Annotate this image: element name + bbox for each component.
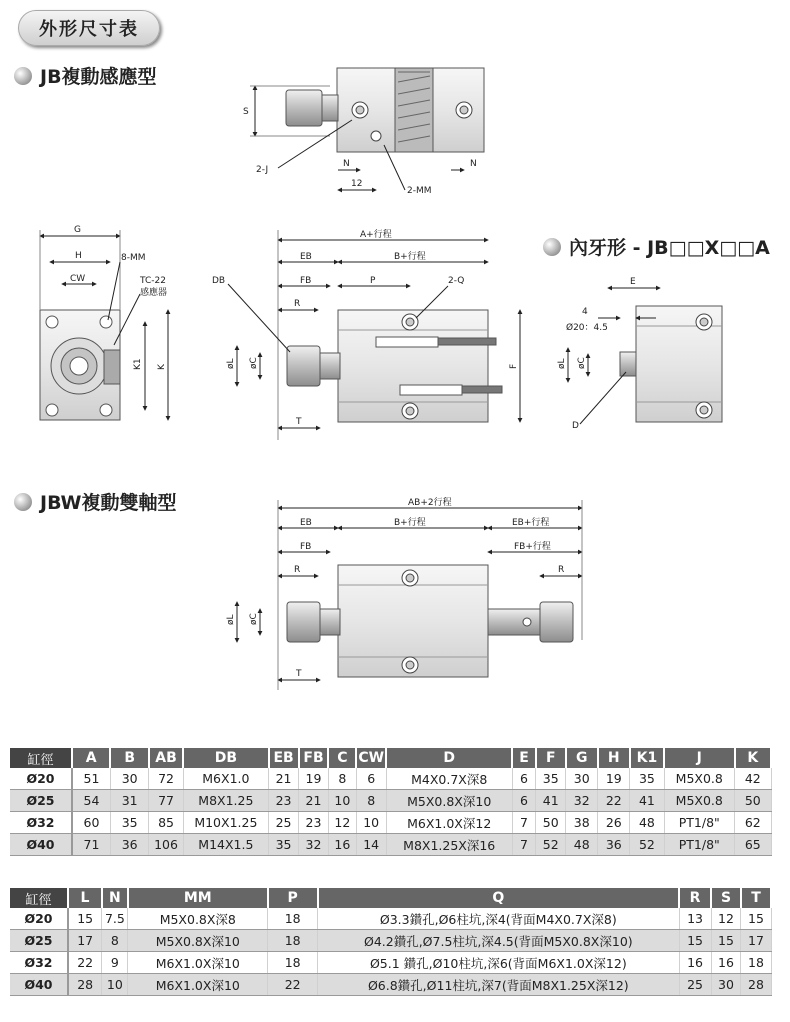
table-cell: 52 <box>630 834 664 856</box>
table-cell: Ø4.2鑽孔,Ø7.5柱坑,深4.5(背面M5X0.8X深10) <box>318 930 679 952</box>
table-cell: 12 <box>328 812 356 834</box>
table-cell: 19 <box>299 768 329 790</box>
table-cell: 21 <box>269 768 299 790</box>
table-cell: 41 <box>630 790 664 812</box>
table-cell: 18 <box>268 952 318 974</box>
table-cell: 21 <box>299 790 329 812</box>
label-8mm: 8-MM <box>121 253 146 263</box>
table-cell: 6 <box>356 768 386 790</box>
table-header: R <box>679 888 711 908</box>
table-cell: 50 <box>536 812 566 834</box>
table-cell: 41 <box>536 790 566 812</box>
table-cell: 65 <box>735 834 771 856</box>
table-cell: 30 <box>566 768 598 790</box>
label-eb: EB <box>300 252 312 262</box>
table-cell: 22 <box>68 952 102 974</box>
table-cell: Ø20 <box>10 768 72 790</box>
label-2q: 2-Q <box>448 276 465 286</box>
jbw-view-drawing <box>237 500 582 690</box>
table-cell: Ø40 <box>10 834 72 856</box>
table-cell: 31 <box>110 790 148 812</box>
table-header: EB <box>269 748 299 768</box>
table-cell: 19 <box>598 768 630 790</box>
table-cell: 15 <box>679 930 711 952</box>
label-fb: FB <box>300 276 312 286</box>
table-cell: 62 <box>735 812 771 834</box>
table-header: N <box>102 888 128 908</box>
label-sensor: 感應器 <box>140 288 168 298</box>
table-cell: 17 <box>741 930 771 952</box>
label-g: G <box>74 225 81 235</box>
table-cell: 72 <box>149 768 183 790</box>
table-cell: 52 <box>536 834 566 856</box>
label-jbw-b-stroke: B+行程 <box>394 518 426 528</box>
table-header: T <box>741 888 771 908</box>
table-header: K1 <box>630 748 664 768</box>
table-header: G <box>566 748 598 768</box>
top-view-drawing <box>250 68 484 190</box>
section-internal-label: 內牙形 - JB□□X□□A <box>569 237 770 259</box>
label-e: E <box>630 277 636 287</box>
table-header: D <box>386 748 512 768</box>
label-s: S <box>243 107 249 117</box>
label-n1: N <box>343 159 350 169</box>
table-header: FB <box>299 748 329 768</box>
table-cell: 10 <box>328 790 356 812</box>
label-a-stroke: A+行程 <box>360 230 392 240</box>
side-view-drawing <box>40 230 168 420</box>
table-row <box>10 834 771 856</box>
label-2j: 2-J <box>256 165 269 175</box>
label-jbw-r1: R <box>294 565 301 575</box>
table-cell: 77 <box>149 790 183 812</box>
table-cell: 35 <box>536 768 566 790</box>
table-cell: 36 <box>110 834 148 856</box>
table-cell: 8 <box>328 768 356 790</box>
label-jbw-eb-stroke: EB+行程 <box>512 518 550 528</box>
table-cell: PT1/8" <box>664 812 735 834</box>
section-jbw-label: JBW複動雙軸型 <box>40 492 177 514</box>
label-internal-phi-c: øC <box>577 357 587 369</box>
table-cell: 7 <box>512 812 536 834</box>
table-cell: M8X1.25X深16 <box>386 834 512 856</box>
section-jb-label: JB複動感應型 <box>40 66 157 88</box>
label-d: D <box>572 421 579 431</box>
table-cell: 18 <box>741 952 771 974</box>
table-cell: Ø5.1 鑽孔,Ø10柱坑,深6(背面M6X1.0X深12) <box>318 952 679 974</box>
table-cell: 13 <box>679 908 711 930</box>
table-cell: M5X0.8X深10 <box>128 930 268 952</box>
table-cell: Ø20 <box>10 908 68 930</box>
table-header: P <box>268 888 318 908</box>
table-cell: 30 <box>110 768 148 790</box>
label-jbw-phi-c: øC <box>249 613 259 625</box>
label-cw: CW <box>70 274 86 284</box>
table-cell: 26 <box>598 812 630 834</box>
label-internal-phi-l: øL <box>557 358 567 369</box>
table-cell: 9 <box>102 952 128 974</box>
table-cell: 54 <box>72 790 110 812</box>
table-header: J <box>664 748 735 768</box>
table-cell: 85 <box>149 812 183 834</box>
label-h: H <box>75 251 82 261</box>
table-cell: 38 <box>566 812 598 834</box>
table-cell: Ø3.3鑽孔,Ø6柱坑,深4(背面M4X0.7X深8) <box>318 908 679 930</box>
label-jbw-fb-stroke: FB+行程 <box>514 542 551 552</box>
table-header: H <box>598 748 630 768</box>
label-phi20: Ø20：4.5 <box>566 323 608 333</box>
table-row <box>10 812 771 834</box>
table-cell: 22 <box>268 974 318 996</box>
table-header: CW <box>356 748 386 768</box>
table-cell: 15 <box>741 908 771 930</box>
table-cell: 36 <box>598 834 630 856</box>
page-title: 外形尺寸表 <box>18 10 160 46</box>
table-row <box>10 790 771 812</box>
table-cell: 35 <box>110 812 148 834</box>
table-cell: 16 <box>711 952 741 974</box>
label-t: T <box>296 417 302 427</box>
table-cell: M4X0.7X深8 <box>386 768 512 790</box>
table-cell: M5X0.8X深10 <box>386 790 512 812</box>
label-k: K <box>157 364 167 370</box>
front-view-drawing <box>228 230 520 440</box>
table-header: F <box>536 748 566 768</box>
table-header-row <box>10 748 771 768</box>
label-p: P <box>370 276 376 286</box>
label-jbw-phi-l: øL <box>226 614 236 625</box>
label-jbw-fb: FB <box>300 542 312 552</box>
table-cell: 23 <box>299 812 329 834</box>
table-cell: M10X1.25 <box>183 812 269 834</box>
table-cell: 106 <box>149 834 183 856</box>
table-cell: M6X1.0X深10 <box>128 952 268 974</box>
table-cell: 15 <box>711 930 741 952</box>
table-cell: 10 <box>356 812 386 834</box>
table-cell: 50 <box>735 790 771 812</box>
internal-thread-drawing <box>568 288 722 424</box>
table-cell: 30 <box>711 974 741 996</box>
table-cell: 8 <box>102 930 128 952</box>
table-header: 缸徑 <box>10 748 72 768</box>
table-row <box>10 930 771 952</box>
label-12: 12 <box>351 179 363 189</box>
table-header: L <box>68 888 102 908</box>
label-jbw-eb: EB <box>300 518 312 528</box>
table-header: Q <box>318 888 679 908</box>
table-cell: 10 <box>102 974 128 996</box>
table-header: C <box>328 748 356 768</box>
table-cell: M14X1.5 <box>183 834 269 856</box>
table-cell: 22 <box>598 790 630 812</box>
label-k1: K1 <box>133 358 143 370</box>
table-cell: PT1/8" <box>664 834 735 856</box>
label-jbw-t: T <box>296 669 302 679</box>
table-cell: 16 <box>679 952 711 974</box>
table-cell: 17 <box>68 930 102 952</box>
dimension-table-2 <box>10 888 772 996</box>
label-4: 4 <box>582 307 588 317</box>
table-cell: 7.5 <box>102 908 128 930</box>
table-cell: M5X0.8 <box>664 790 735 812</box>
table-cell: 32 <box>566 790 598 812</box>
label-ab-stroke: AB+2行程 <box>408 498 452 508</box>
table-cell: 28 <box>741 974 771 996</box>
table-cell: 14 <box>356 834 386 856</box>
table-header: E <box>512 748 536 768</box>
table-cell: 71 <box>72 834 110 856</box>
table-cell: 35 <box>630 768 664 790</box>
table-cell: M6X1.0X深12 <box>386 812 512 834</box>
table-cell: 16 <box>328 834 356 856</box>
table-cell: Ø25 <box>10 790 72 812</box>
table-cell: 8 <box>356 790 386 812</box>
table-row <box>10 908 771 930</box>
table-row <box>10 952 771 974</box>
table-row <box>10 974 771 996</box>
table-header: AB <box>149 748 183 768</box>
table-cell: M5X0.8X深8 <box>128 908 268 930</box>
table-cell: 51 <box>72 768 110 790</box>
table-cell: Ø25 <box>10 930 68 952</box>
table-cell: M6X1.0X深10 <box>128 974 268 996</box>
table-cell: 60 <box>72 812 110 834</box>
table-header: A <box>72 748 110 768</box>
table-header: DB <box>183 748 269 768</box>
table-header: B <box>110 748 148 768</box>
label-b-stroke: B+行程 <box>394 252 426 262</box>
table-cell: Ø40 <box>10 974 68 996</box>
table-cell: 23 <box>269 790 299 812</box>
table-header: 缸徑 <box>10 888 68 908</box>
table-cell: M6X1.0 <box>183 768 269 790</box>
table-row <box>10 768 771 790</box>
table-cell: 25 <box>269 812 299 834</box>
table-cell: 18 <box>268 908 318 930</box>
table-header: S <box>711 888 741 908</box>
table-cell: M8X1.25 <box>183 790 269 812</box>
table-cell: 7 <box>512 834 536 856</box>
table-cell: 12 <box>711 908 741 930</box>
table-cell: 32 <box>299 834 329 856</box>
label-phi-c: øC <box>249 357 259 369</box>
label-db: DB <box>212 276 226 286</box>
table-header: K <box>735 748 771 768</box>
table-cell: 25 <box>679 974 711 996</box>
table-cell: 42 <box>735 768 771 790</box>
label-f: F <box>509 363 519 369</box>
dimension-table-1 <box>10 748 772 856</box>
table-cell: 6 <box>512 768 536 790</box>
table-header-row <box>10 888 771 908</box>
table-cell: 28 <box>68 974 102 996</box>
table-cell: Ø32 <box>10 812 72 834</box>
label-2mm: 2-MM <box>407 186 432 196</box>
label-r: R <box>294 299 301 309</box>
table-cell: Ø32 <box>10 952 68 974</box>
table-cell: 6 <box>512 790 536 812</box>
table-header: MM <box>128 888 268 908</box>
table-cell: Ø6.8鑽孔,Ø11柱坑,深7(背面M8X1.25X深12) <box>318 974 679 996</box>
table-cell: 15 <box>68 908 102 930</box>
table-cell: 18 <box>268 930 318 952</box>
table-cell: 48 <box>566 834 598 856</box>
table-cell: 35 <box>269 834 299 856</box>
label-tc22: TC-22 <box>140 276 166 286</box>
table-cell: 48 <box>630 812 664 834</box>
table-cell: M5X0.8 <box>664 768 735 790</box>
label-phi-l: øL <box>226 358 236 369</box>
label-n2: N <box>470 159 477 169</box>
label-jbw-r2: R <box>558 565 565 575</box>
